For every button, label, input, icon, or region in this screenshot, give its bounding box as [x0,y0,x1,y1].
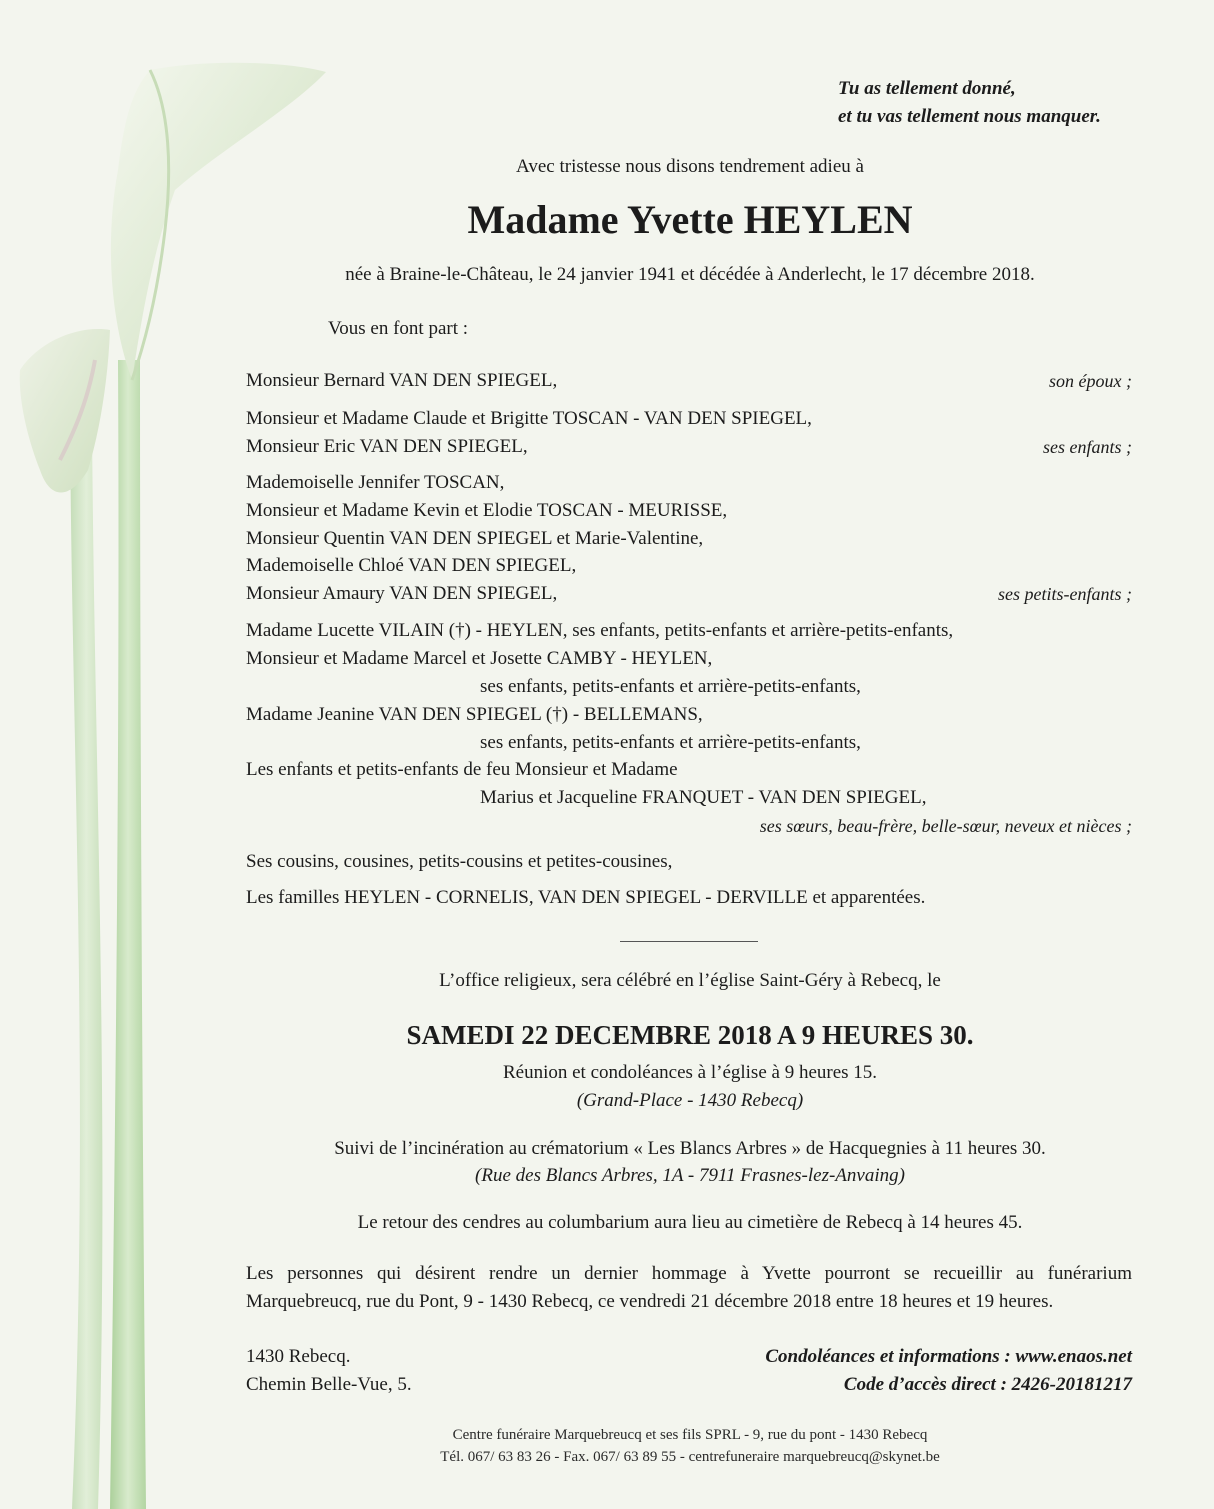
church-address: (Grand-Place - 1430 Rebecq) [576,1090,804,1111]
grandchild-row: Mademoiselle Chloé VAN DEN SPIEGEL, [246,555,577,576]
spouse-relation: son époux ; [1049,371,1132,391]
child-row: Monsieur et Madame Claude et Brigitte TOSCAN - VAN DEN SPIEGEL, [246,408,812,429]
grandchildren-relation: ses petits-enfants ; [998,584,1132,604]
reunion-text: Réunion et condoléances à l’église à 9 heures 15. [502,1062,878,1083]
siblings-relation: ses sœurs, beau-frère, belle-sœur, neveux et nièces ; [759,816,1132,836]
sibling-row: Les enfants et petits-enfants de feu Monsieur et Madame [246,759,678,780]
child-name: Monsieur Eric VAN DEN SPIEGEL, [246,436,528,457]
address-line: Chemin Belle-Vue, 5. [246,1374,412,1395]
home-address [246,1343,412,1399]
sibling-row: ses enfants, petits-enfants et arrière-petits-enfants, [480,732,861,753]
ceremony-intro: L’office religieux, sera célébré en l’église Saint-Géry à Rebecq, le [439,970,941,991]
sibling-row: Marius et Jacqueline FRANQUET - VAN DEN SPIEGEL, [480,787,927,808]
grandchild-row: Monsieur Quentin VAN DEN SPIEGEL et Marie-Valentine, [246,528,704,549]
funeral-home-footer [300,1424,1080,1468]
footer-line: Centre funéraire Marquebreucq et ses fils SPRL - 9, rue du pont - 1430 Rebecq [452,1427,928,1443]
footer-line: Tél. 067/ 63 83 26 - Fax. 067/ 63 89 55 - centrefuneraire marquebreucq@skynet.be [440,1449,940,1465]
sibling-row: Madame Jeanine VAN DEN SPIEGEL (†) - BELLEMANS, [246,704,703,725]
child-row [246,433,1132,461]
quote-line-1: Tu as tellement donné, [838,78,1016,99]
spouse-name: Monsieur Bernard VAN DEN SPIEGEL, [246,370,558,391]
grandchild-row: Mademoiselle Jennifer TOSCAN, [246,472,505,493]
ashes-text: Le retour des cendres au columbarium aura lieu au cimetière de Rebecq à 14 heures 45. [357,1212,1023,1233]
visit-paragraph [246,1260,1132,1316]
sibling-row: Madame Lucette VILAIN (†) - HEYLEN, ses enfants, petits-enfants et arrière-petits-enfants, [246,620,954,641]
spouse-row [246,367,1132,395]
deceased-name: Madame Yvette HEYLEN [467,197,913,242]
families-row: Les familles HEYLEN - CORNELIS, VAN DEN SPIEGEL - DERVILLE et apparentées. [246,887,926,908]
sibling-row: ses enfants, petits-enfants et arrière-petits-enfants, [480,676,861,697]
condolences-info [765,1343,1132,1399]
birth-death-text: née à Braine-le-Château, le 24 janvier 1941 et décédée à Anderlecht, le 17 décembre 2018. [345,264,1035,285]
address-line: 1430 Rebecq. [246,1346,351,1367]
access-code-line: Code d’accès direct : 2426-20181217 [843,1374,1132,1395]
section-divider [620,941,758,942]
visit-line: Marquebreucq, rue du Pont, 9 - 1430 Rebecq, ce vendredi 21 décembre 2018 entre 18 heures et 19 heures. [246,1291,1054,1312]
incineration-text: Suivi de l’incinération au crématorium « Les Blancs Arbres » de Hacquegnies à 11 heures 30. [334,1138,1046,1159]
grandchild-row [246,580,1132,608]
intro-text: Avec tristesse nous disons tendrement adieu à [516,156,864,177]
grandchild-name: Monsieur Amaury VAN DEN SPIEGEL, [246,583,558,604]
ceremony-date: SAMEDI 22 DECEMBRE 2018 A 9 HEURES 30. [406,1020,974,1050]
announcement-heading: Vous en font part : [328,318,469,339]
condolences-line: Condoléances et informations : www.enaos.net [765,1346,1132,1367]
grandchild-row: Monsieur et Madame Kevin et Elodie TOSCAN - MEURISSE, [246,500,728,521]
visit-line: Les personnes qui désirent rendre un dernier hommage à Yvette pourront se recueillir au funérarium [246,1263,1132,1284]
sibling-row: Monsieur et Madame Marcel et Josette CAMBY - HEYLEN, [246,648,713,669]
crematorium-address: (Rue des Blancs Arbres, 1A - 7911 Frasnes-lez-Anvaing) [475,1165,905,1186]
children-relation: ses enfants ; [1043,437,1132,457]
cousins-row: Ses cousins, cousines, petits-cousins et petites-cousines, [246,851,673,872]
quote-line-2: et tu vas tellement nous manquer. [838,106,1101,127]
